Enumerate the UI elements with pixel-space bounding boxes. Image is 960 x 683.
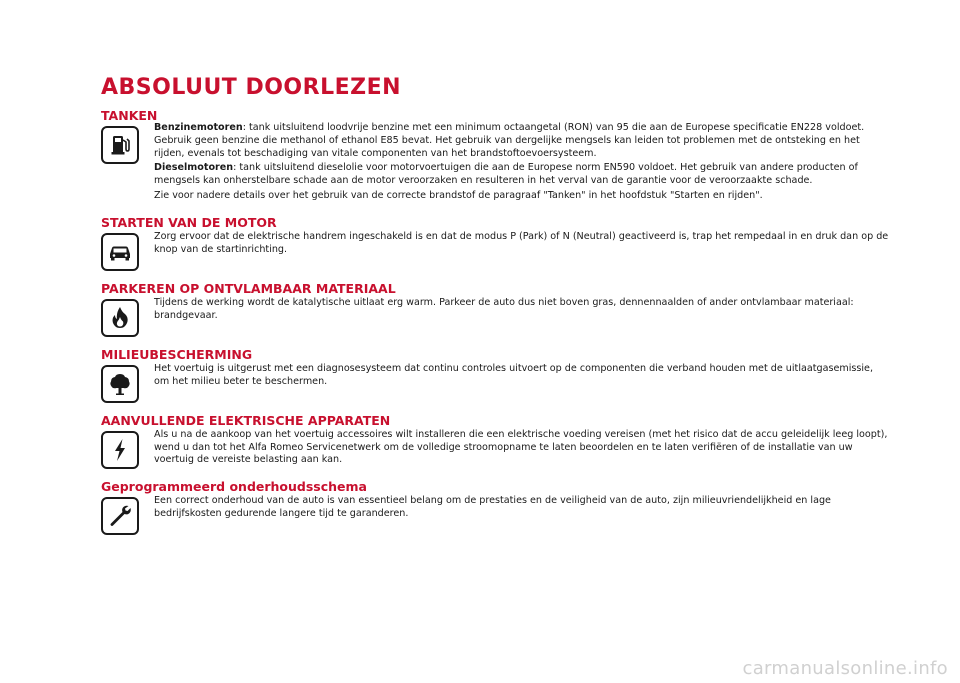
section-heading: STARTEN VAN DE MOTOR [101,214,277,230]
tree-icon [101,365,139,403]
term-benzine: Benzinemotoren [154,122,243,133]
paragraph-text: : tank uitsluitend loodvrije benzine met een minimum octaangetal (RON) van 95 die aan de Europese specificatie EN228 voldoet. Gebruik geen benzine die methanol of ethanol E85 bevat. Het gebruik van dergelijke mengsels kan leiden tot problemen met de ontsteking en het rijden, evenals tot beschadiging van vitale componenten van het brandstoftoevoersysteem. [154,122,865,159]
section-text [154,122,891,205]
page-title: ABSOLUUT DOORLEZEN [101,75,402,100]
paragraph [154,495,891,521]
section-text [154,297,891,325]
paragraph-text: Het voertuig is uitgerust met een diagnosesysteem dat continu controles uitvoert op de componenten die verband houden met de uitlaatgasemissie, om het milieu beter te beschermen. [154,362,873,387]
section-text [154,363,891,391]
paragraph [154,363,891,389]
section-heading: PARKEREN OP ONTVLAMBAAR MATERIAAL [101,280,396,296]
paragraph-text: : tank uitsluitend dieselolie voor motorvoertuigen die aan de Europese norm EN590 voldoet. Het gebruik van andere producten of mengsels kan onherstelbare schade aan de motor veroorzaken en resulteren in het verval van de garantie voor de veroorzaakte schade. [154,162,858,187]
section-heading: MILIEUBESCHERMING [101,346,253,362]
paragraph-text: Als u na de aankoop van het voertuig accessoires wilt installeren die een elektrische voeding vereisen (met het risico dat de accu geleidelijk leeg loopt), wend u dan tot het Alfa Romeo Servicenetwerk om de volledige stroomopname te laten beoordelen en te laten verifiëren of de installatie van uw voertuig de vereiste belasting aan kan. [154,428,888,466]
paragraph [154,429,891,467]
section-elektrische-apparaten [101,413,891,469]
paragraph [154,231,891,257]
wrench-icon [101,497,139,535]
section-tanken [101,108,891,205]
lightning-icon [101,431,139,469]
fuel-pump-icon [101,126,139,164]
section-heading: Geprogrammeerd onderhoudsschema [101,479,367,495]
paragraph [154,162,891,188]
section-parkeren [101,281,891,337]
paragraph-text: Zie voor nadere details over het gebruik van de correcte brandstof de paragraaf "Tanken" in het hoofdstuk "Starten en rijden". [154,189,763,201]
paragraph [154,297,891,323]
section-text [154,231,891,259]
paragraph-text: Een correct onderhoud van de auto is van essentieel belang om de prestaties en de veiligheid van de auto, zijn milieuvriendelijkheid en lage bedrijfskosten gedurende langere tijd te garanderen. [154,495,831,519]
paragraph-text: Tijdens de werking wordt de katalytische uitlaat erg warm. Parkeer de auto dus niet boven gras, dennennaalden of ander ontvlambaar materiaal: brandgevaar. [154,296,854,321]
watermark: carmanualsonline.info [742,658,948,679]
section-text [154,429,891,469]
section-heading: TANKEN [101,108,158,123]
section-text [154,495,891,523]
page [101,74,891,535]
car-icon [101,233,139,271]
term-diesel: Dieselmotoren [154,162,234,174]
section-milieubescherming [101,347,891,403]
flame-icon [101,299,139,337]
section-heading: AANVULLENDE ELEKTRISCHE APPARATEN [101,412,391,428]
paragraph [154,190,891,203]
section-onderhoudsschema [101,479,891,535]
section-starten [101,215,891,271]
paragraph [154,122,891,160]
paragraph-text: Zorg ervoor dat de elektrische handrem ingeschakeld is en dat de modus P (Park) of N (Neutral) geactiveerd is, trap het rempedaal in en druk dan op de knop van de startinrichting. [154,230,889,255]
